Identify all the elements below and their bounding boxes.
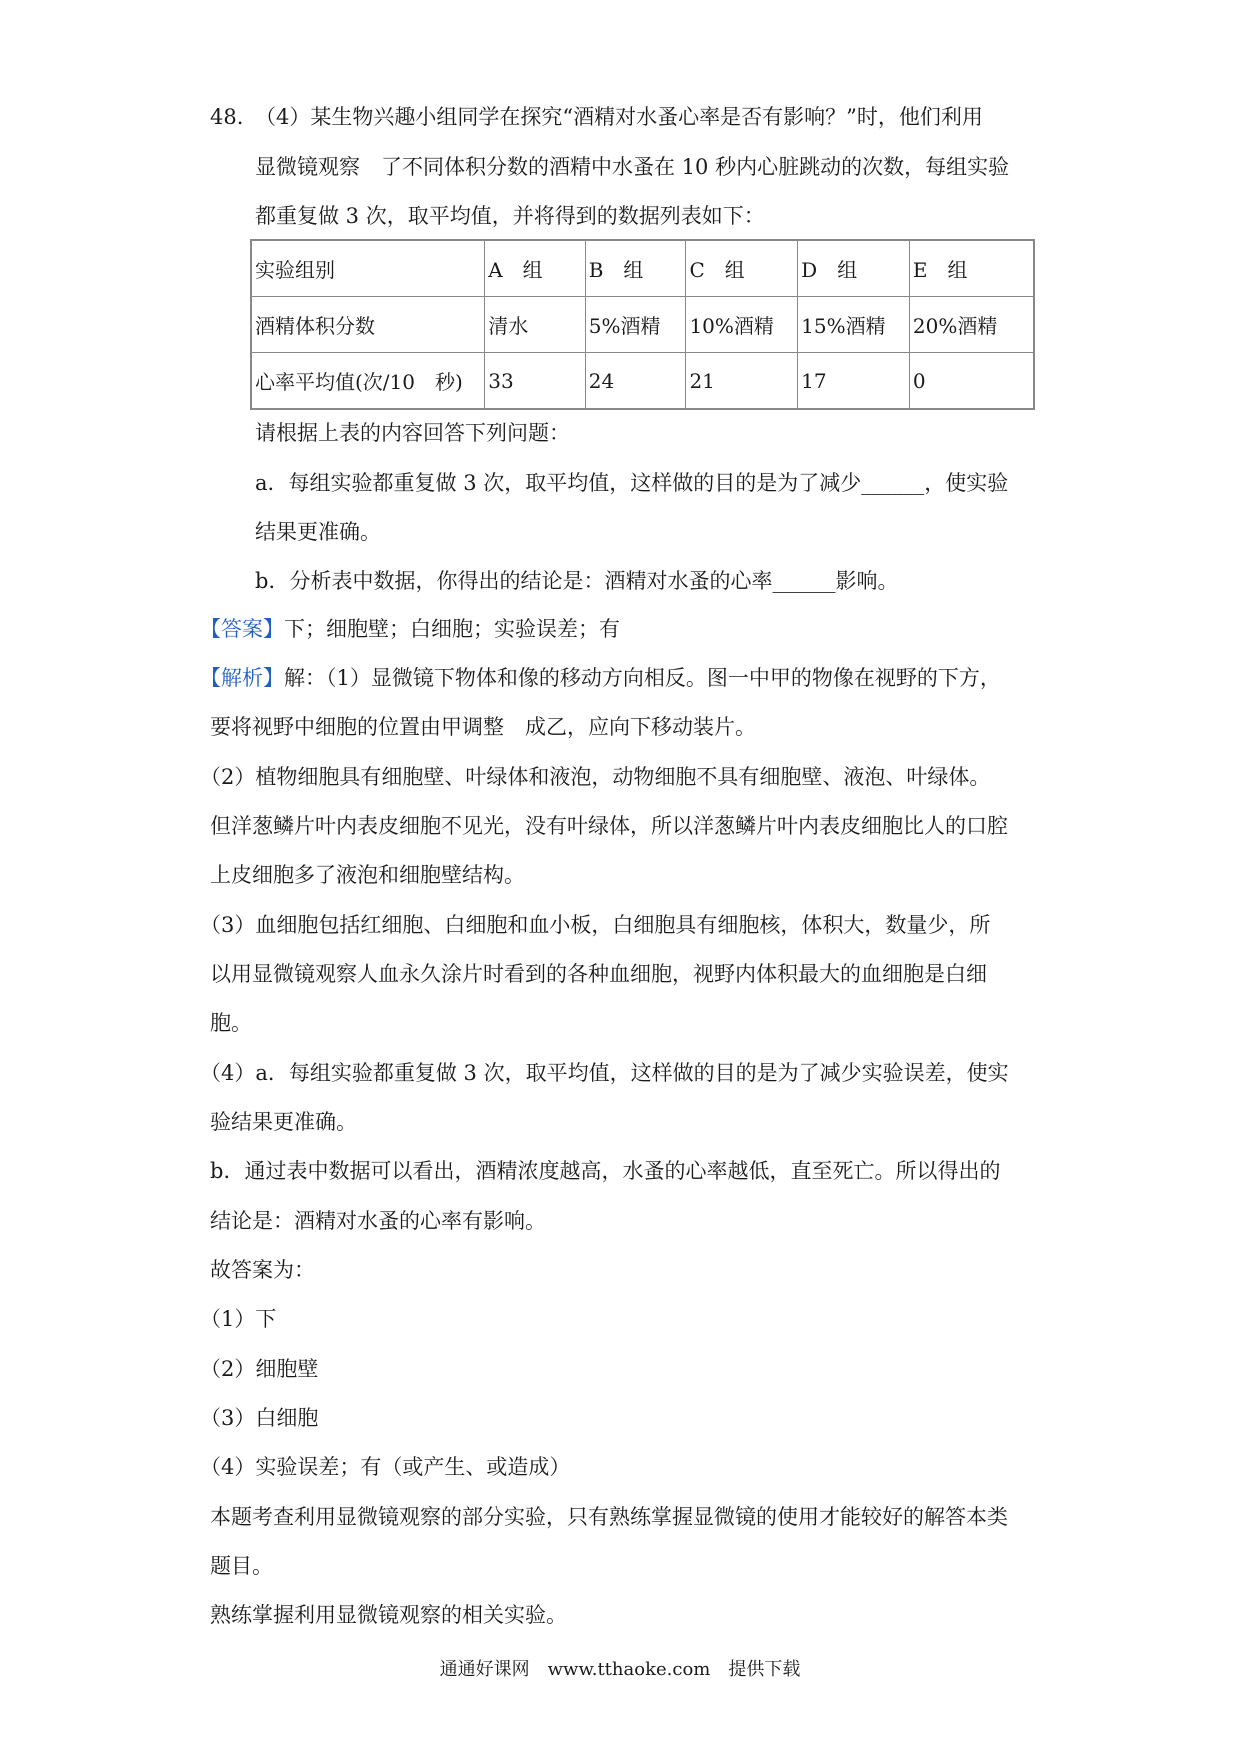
sub-question-a-line-1: a．每组实验都重复做 3 次，取平均值，这样做的目的是为了减少______，使实验 [255,471,1009,495]
table-row [251,297,1034,353]
analysis-line: b．通过表中数据可以看出，酒精浓度越高，水蚤的心率越低，直至死亡。所以得出的 [210,1159,1001,1183]
analysis-line: 要将视野中细胞的位置由甲调整 成乙，应向下移动装片。 [210,715,756,739]
table-cell: 24 [585,353,686,410]
answer-text: 下；细胞壁；白细胞；实验误差；有 [284,617,620,641]
table-cell: 21 [686,353,798,410]
table-cell: B 组 [585,240,686,297]
table-cell: E 组 [909,240,1034,297]
analysis-line [200,663,1001,693]
table-cell: 33 [485,353,586,410]
table-cell: 15%酒精 [798,297,910,353]
table-cell: 10%酒精 [686,297,798,353]
analysis-line: 上皮细胞多了液泡和细胞壁结构。 [210,863,525,887]
table-cell: 实验组别 [251,240,485,297]
sub-question-b: b．分析表中数据，你得出的结论是：酒精对水蚤的心率______影响。 [255,569,899,593]
table-row [251,240,1034,297]
analysis-line: 题目。 [210,1554,273,1578]
table-cell: D 组 [798,240,910,297]
analysis-line: 结论是：酒精对水蚤的心率有影响。 [210,1209,546,1233]
analysis-first-line: 解：（1）显微镜下物体和像的移动方向相反。图一中甲的物像在视野的下方， [284,666,1001,690]
answer-line [200,614,620,644]
page-footer: 通通好课网 www.tthaoke.com 提供下载 [439,1659,801,1680]
table-cell: 5%酒精 [585,297,686,353]
analysis-line: （2）细胞壁 [200,1357,319,1381]
analysis-line: （3）白细胞 [200,1406,319,1430]
question-intro-line-1: （4）某生物兴趣小组同学在探究“酒精对水蚤心率是否有影响？”时，他们利用 [255,105,983,129]
table-cell: 心率平均值(次/10 秒) [251,353,485,410]
analysis-line: （2）植物细胞具有细胞壁、叶绿体和液泡，动物细胞不具有细胞壁、液泡、叶绿体。 [200,765,991,789]
table-cell: C 组 [686,240,798,297]
analysis-line: （4）a．每组实验都重复做 3 次，取平均值，这样做的目的是为了减少实验误差，使实 [200,1061,1009,1085]
table-cell: 20%酒精 [909,297,1034,353]
table-row [251,353,1034,410]
analysis-line: 验结果更准确。 [210,1110,357,1134]
question-intro-line-3: 都重复做 3 次，取平均值，并将得到的数据列表如下： [255,204,765,228]
question-intro-line-2: 显微镜观察 了不同体积分数的酒精中水蚤在 10 秒内心脏跳动的次数，每组实验 [255,155,1010,179]
sub-question-a-line-2: 结果更准确。 [255,520,381,544]
data-table [250,239,1035,410]
table-cell: 清水 [485,297,586,353]
analysis-line: 熟练掌握利用显微镜观察的相关实验。 [210,1603,567,1627]
analysis-line: 但洋葱鳞片叶内表皮细胞不见光，没有叶绿体，所以洋葱鳞片叶内表皮细胞比人的口腔 [210,814,1008,838]
analysis-line: 本题考查利用显微镜观察的部分实验，只有熟练掌握显微镜的使用才能较好的解答本类 [210,1505,1008,1529]
question-prompt: 请根据上表的内容回答下列问题： [255,421,570,445]
table-cell: 酒精体积分数 [251,297,485,353]
table-cell: A 组 [485,240,586,297]
question-number: 48. [210,105,244,129]
analysis-line: 胞。 [210,1011,252,1035]
answer-label: 【答案】 [200,617,284,641]
analysis-line: （3）血细胞包括红细胞、白细胞和血小板，白细胞具有细胞核，体积大，数量少，所 [200,913,991,937]
analysis-line: 以用显微镜观察人血永久涂片时看到的各种血细胞，视野内体积最大的血细胞是白细 [210,962,987,986]
analysis-line: 故答案为： [210,1258,315,1282]
analysis-line: （1）下 [200,1307,277,1331]
analysis-label: 【解析】 [200,666,284,690]
table-cell: 0 [909,353,1034,410]
table-cell: 17 [798,353,910,410]
analysis-line: （4）实验误差；有（或产生、或造成） [200,1455,571,1479]
